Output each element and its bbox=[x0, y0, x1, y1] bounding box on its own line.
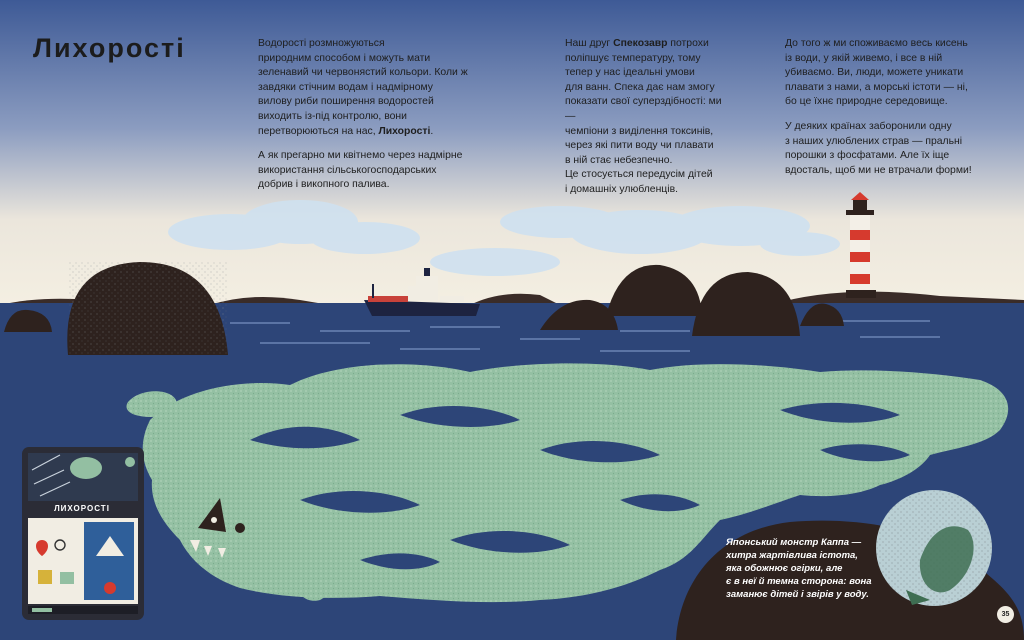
paragraph bbox=[565, 37, 730, 198]
text-column-2 bbox=[565, 37, 730, 208]
card-label: ЛИХОРОСТІ bbox=[54, 504, 110, 513]
bold-term: Лихорості bbox=[378, 125, 431, 137]
text-column-1 bbox=[258, 37, 488, 203]
kappa-caption: Японський монстр Каппа — хитра жартівлива істота, яка обожнює огірки, але є в неї й темна сторона: вона заманює дітей і звірів у воду. bbox=[726, 537, 872, 600]
page-title: Лихорості bbox=[33, 33, 186, 63]
paragraph: До того ж ми споживаємо весь кисень із води, у якій живемо, і все в ній убиваємо. Ви, люди, можете уникати плавати з нами, а морські істоти — ні, бо це їхнє природне середовище. bbox=[785, 38, 968, 108]
paragraph-text: потрохи поліпшує температуру, тому тепер у нас ідеальні умови для ванн. Спека дає нам змогу показати свої суперздібності: ми — чемпіони з виділення токсинів, через які пити воду чи плавати в ній стає небезпечно. Це стосується передусім дітей і домашніх улюбленців. bbox=[565, 38, 722, 195]
paragraph-end: . bbox=[430, 125, 434, 137]
paragraph: У деяких країнах заборонили одну з наших улюблених страв — пральні порошки з фосфатами. Але їх іще вдосталь, щоб ми не втрачали форми! bbox=[785, 120, 972, 176]
text-column-3 bbox=[785, 37, 985, 188]
bold-term: Спекозавр bbox=[613, 38, 668, 49]
paragraph-text: Водорості розмножуються природним способом і можуть мати зеленавий чи червонястий кольори. Коли ж завдяки стічним водам і надмірному вилову риби поширення водоростей виходить із-під контролю, вони перетворюються на нас, bbox=[258, 38, 468, 137]
paragraph: А як прегарно ми квітнемо через надмірне використання сільськогосподарських добрив і викопного палива. bbox=[258, 150, 463, 191]
page-number: 35 bbox=[997, 606, 1014, 623]
paragraph-text: Наш друг bbox=[565, 38, 614, 49]
paragraph bbox=[258, 37, 488, 139]
